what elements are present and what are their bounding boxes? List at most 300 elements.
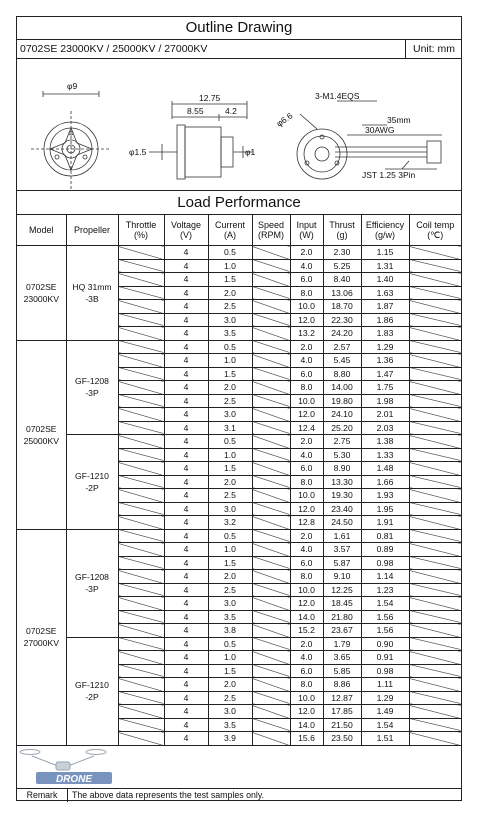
efficiency-cell: 1.63 [361, 286, 409, 300]
propeller-cell: GF-1210 -2P [66, 435, 118, 530]
thrust-cell: 5.87 [323, 556, 361, 570]
throttle-cell-empty [118, 313, 164, 327]
input-cell: 6.0 [290, 556, 323, 570]
dia-front-label: φ9 [67, 81, 78, 91]
column-header: Speed (RPM) [252, 215, 290, 246]
input-cell: 2.0 [290, 340, 323, 354]
input-cell: 10.0 [290, 300, 323, 314]
spec-sheet [16, 16, 462, 801]
coil-temp-cell-empty [409, 678, 461, 692]
voltage-cell: 4 [164, 664, 208, 678]
efficiency-cell: 1.38 [361, 435, 409, 449]
thrust-cell: 22.30 [323, 313, 361, 327]
coil-temp-cell-empty [409, 246, 461, 260]
speed-cell-empty [252, 448, 290, 462]
voltage-cell: 4 [164, 462, 208, 476]
thrust-cell: 14.00 [323, 381, 361, 395]
voltage-cell: 4 [164, 610, 208, 624]
efficiency-cell: 0.81 [361, 529, 409, 543]
drone-logo [18, 744, 118, 786]
current-cell: 1.0 [208, 448, 252, 462]
current-cell: 3.5 [208, 327, 252, 341]
thrust-cell: 24.20 [323, 327, 361, 341]
input-cell: 4.0 [290, 448, 323, 462]
efficiency-cell: 1.93 [361, 489, 409, 503]
current-cell: 1.0 [208, 651, 252, 665]
efficiency-cell: 0.89 [361, 543, 409, 557]
speed-cell-empty [252, 421, 290, 435]
thrust-cell: 2.75 [323, 435, 361, 449]
coil-temp-cell-empty [409, 651, 461, 665]
speed-cell-empty [252, 259, 290, 273]
thrust-cell: 21.80 [323, 610, 361, 624]
current-cell: 2.5 [208, 489, 252, 503]
throttle-cell-empty [118, 489, 164, 503]
coil-temp-cell-empty [409, 381, 461, 395]
voltage-cell: 4 [164, 327, 208, 341]
coil-temp-cell-empty [409, 313, 461, 327]
current-cell: 0.5 [208, 340, 252, 354]
column-header: Voltage (V) [164, 215, 208, 246]
coil-temp-cell-empty [409, 408, 461, 422]
efficiency-cell: 1.33 [361, 448, 409, 462]
throttle-cell-empty [118, 624, 164, 638]
efficiency-cell: 0.90 [361, 637, 409, 651]
speed-cell-empty [252, 313, 290, 327]
efficiency-cell: 1.11 [361, 678, 409, 692]
dia-shaft-right-label: φ1 [245, 147, 256, 157]
coil-temp-cell-empty [409, 489, 461, 503]
throttle-cell-empty [118, 475, 164, 489]
current-cell: 2.0 [208, 381, 252, 395]
table-row [17, 246, 461, 260]
thrust-cell: 8.86 [323, 678, 361, 692]
voltage-cell: 4 [164, 705, 208, 719]
voltage-cell: 4 [164, 313, 208, 327]
voltage-cell: 4 [164, 597, 208, 611]
voltage-cell: 4 [164, 543, 208, 557]
speed-cell-empty [252, 475, 290, 489]
model-cell: 0702SE 23000KV [17, 246, 66, 341]
thrust-cell: 8.80 [323, 367, 361, 381]
input-cell: 15.2 [290, 624, 323, 638]
input-cell: 8.0 [290, 381, 323, 395]
current-cell: 2.5 [208, 583, 252, 597]
coil-temp-cell-empty [409, 610, 461, 624]
logo-text: DRONE [55, 774, 93, 785]
coil-temp-cell-empty [409, 435, 461, 449]
remark-label: Remark [17, 789, 68, 802]
input-cell: 4.0 [290, 259, 323, 273]
input-cell: 12.4 [290, 421, 323, 435]
throttle-cell-empty [118, 259, 164, 273]
connector-label: JST 1.25 3Pin [362, 170, 416, 180]
speed-cell-empty [252, 502, 290, 516]
efficiency-cell: 1.40 [361, 273, 409, 287]
thrust-cell: 2.57 [323, 340, 361, 354]
load-performance-table [17, 215, 461, 746]
thrust-cell: 8.90 [323, 462, 361, 476]
coil-temp-cell-empty [409, 516, 461, 530]
input-cell: 2.0 [290, 435, 323, 449]
propeller-cell: HQ 31mm -3B [66, 246, 118, 341]
input-cell: 2.0 [290, 529, 323, 543]
speed-cell-empty [252, 583, 290, 597]
voltage-cell: 4 [164, 678, 208, 692]
thrust-cell: 2.30 [323, 246, 361, 260]
input-cell: 4.0 [290, 651, 323, 665]
coil-temp-cell-empty [409, 354, 461, 368]
coil-temp-cell-empty [409, 259, 461, 273]
throttle-cell-empty [118, 651, 164, 665]
motor-drawing [17, 59, 461, 190]
current-cell: 1.0 [208, 354, 252, 368]
throttle-cell-empty [118, 516, 164, 530]
thrust-cell: 5.85 [323, 664, 361, 678]
thrust-cell: 5.30 [323, 448, 361, 462]
column-header: Input (W) [290, 215, 323, 246]
column-header: Throttle (%) [118, 215, 164, 246]
coil-temp-cell-empty [409, 448, 461, 462]
throttle-cell-empty [118, 705, 164, 719]
speed-cell-empty [252, 637, 290, 651]
speed-cell-empty [252, 678, 290, 692]
throttle-cell-empty [118, 286, 164, 300]
efficiency-cell: 1.75 [361, 381, 409, 395]
input-cell: 8.0 [290, 678, 323, 692]
thrust-cell: 21.50 [323, 718, 361, 732]
thrust-cell: 17.85 [323, 705, 361, 719]
coil-temp-cell-empty [409, 502, 461, 516]
load-performance-title: Load Performance [17, 191, 461, 215]
throttle-cell-empty [118, 529, 164, 543]
current-cell: 2.5 [208, 691, 252, 705]
input-cell: 12.0 [290, 597, 323, 611]
voltage-cell: 4 [164, 246, 208, 260]
coil-temp-cell-empty [409, 624, 461, 638]
dim-top-b-label: 4.2 [225, 106, 237, 116]
table-header-row [17, 215, 461, 246]
speed-cell-empty [252, 705, 290, 719]
speed-cell-empty [252, 462, 290, 476]
input-cell: 12.0 [290, 705, 323, 719]
outline-drawing-title: Outline Drawing [17, 17, 461, 40]
efficiency-cell: 2.01 [361, 408, 409, 422]
model-names: 0702SE 23000KV / 25000KV / 27000KV [20, 43, 208, 55]
throttle-cell-empty [118, 273, 164, 287]
coil-temp-cell-empty [409, 475, 461, 489]
speed-cell-empty [252, 273, 290, 287]
efficiency-cell: 1.56 [361, 610, 409, 624]
remark-text: The above data represents the test samples only. [72, 790, 265, 800]
motor-rear-view [297, 101, 442, 179]
input-cell: 14.0 [290, 718, 323, 732]
motor-front-view [31, 91, 111, 190]
coil-temp-cell-empty [409, 394, 461, 408]
current-cell: 2.0 [208, 570, 252, 584]
thrust-cell: 19.30 [323, 489, 361, 503]
efficiency-cell: 1.87 [361, 300, 409, 314]
efficiency-cell: 1.29 [361, 340, 409, 354]
speed-cell-empty [252, 732, 290, 746]
voltage-cell: 4 [164, 394, 208, 408]
table-row [17, 340, 461, 354]
efficiency-cell: 1.98 [361, 394, 409, 408]
throttle-cell-empty [118, 556, 164, 570]
input-cell: 14.0 [290, 610, 323, 624]
voltage-cell: 4 [164, 624, 208, 638]
model-row [17, 40, 461, 59]
efficiency-cell: 1.91 [361, 516, 409, 530]
input-cell: 6.0 [290, 367, 323, 381]
column-header: Propeller [66, 215, 118, 246]
thrust-cell: 3.57 [323, 543, 361, 557]
current-cell: 2.5 [208, 394, 252, 408]
input-cell: 6.0 [290, 273, 323, 287]
speed-cell-empty [252, 543, 290, 557]
speed-cell-empty [252, 556, 290, 570]
voltage-cell: 4 [164, 637, 208, 651]
efficiency-cell: 1.54 [361, 597, 409, 611]
input-cell: 8.0 [290, 475, 323, 489]
voltage-cell: 4 [164, 408, 208, 422]
throttle-cell-empty [118, 448, 164, 462]
speed-cell-empty [252, 489, 290, 503]
speed-cell-empty [252, 394, 290, 408]
voltage-cell: 4 [164, 475, 208, 489]
propeller-cell: GF-1210 -2P [66, 637, 118, 745]
table-row [17, 637, 461, 651]
thrust-cell: 9.10 [323, 570, 361, 584]
coil-temp-cell-empty [409, 583, 461, 597]
throttle-cell-empty [118, 421, 164, 435]
current-cell: 3.2 [208, 516, 252, 530]
current-cell: 3.9 [208, 732, 252, 746]
thrust-cell: 24.50 [323, 516, 361, 530]
efficiency-cell: 1.49 [361, 705, 409, 719]
voltage-cell: 4 [164, 259, 208, 273]
coil-temp-cell-empty [409, 462, 461, 476]
column-header: Efficiency (g/w) [361, 215, 409, 246]
input-cell: 2.0 [290, 246, 323, 260]
throttle-cell-empty [118, 354, 164, 368]
current-cell: 1.0 [208, 259, 252, 273]
coil-temp-cell-empty [409, 300, 461, 314]
current-cell: 3.0 [208, 408, 252, 422]
coil-temp-cell-empty [409, 732, 461, 746]
efficiency-cell: 0.98 [361, 664, 409, 678]
current-cell: 0.5 [208, 637, 252, 651]
efficiency-cell: 1.48 [361, 462, 409, 476]
column-header: Thrust (g) [323, 215, 361, 246]
input-cell: 4.0 [290, 354, 323, 368]
efficiency-cell: 1.14 [361, 570, 409, 584]
speed-cell-empty [252, 664, 290, 678]
speed-cell-empty [252, 597, 290, 611]
throttle-cell-empty [118, 583, 164, 597]
efficiency-cell: 1.66 [361, 475, 409, 489]
throttle-cell-empty [118, 462, 164, 476]
efficiency-cell: 1.51 [361, 732, 409, 746]
current-cell: 3.8 [208, 624, 252, 638]
throttle-cell-empty [118, 408, 164, 422]
speed-cell-empty [252, 624, 290, 638]
current-cell: 3.5 [208, 610, 252, 624]
speed-cell-empty [252, 246, 290, 260]
screw-label: 3-M1.4EQS [315, 91, 360, 101]
current-cell: 2.0 [208, 286, 252, 300]
efficiency-cell: 1.83 [361, 327, 409, 341]
table-row [17, 435, 461, 449]
efficiency-cell: 1.36 [361, 354, 409, 368]
efficiency-cell: 1.95 [361, 502, 409, 516]
thrust-cell: 1.79 [323, 637, 361, 651]
coil-temp-cell-empty [409, 691, 461, 705]
thrust-cell: 25.20 [323, 421, 361, 435]
voltage-cell: 4 [164, 516, 208, 530]
input-cell: 10.0 [290, 394, 323, 408]
current-cell: 3.0 [208, 313, 252, 327]
speed-cell-empty [252, 529, 290, 543]
thrust-cell: 3.65 [323, 651, 361, 665]
voltage-cell: 4 [164, 367, 208, 381]
current-cell: 1.0 [208, 543, 252, 557]
speed-cell-empty [252, 610, 290, 624]
efficiency-cell: 1.23 [361, 583, 409, 597]
input-cell: 13.2 [290, 327, 323, 341]
voltage-cell: 4 [164, 448, 208, 462]
throttle-cell-empty [118, 678, 164, 692]
input-cell: 8.0 [290, 286, 323, 300]
efficiency-cell: 1.15 [361, 246, 409, 260]
current-cell: 3.0 [208, 502, 252, 516]
coil-temp-cell-empty [409, 367, 461, 381]
speed-cell-empty [252, 408, 290, 422]
coil-temp-cell-empty [409, 327, 461, 341]
speed-cell-empty [252, 718, 290, 732]
current-cell: 2.0 [208, 678, 252, 692]
efficiency-cell: 1.86 [361, 313, 409, 327]
voltage-cell: 4 [164, 381, 208, 395]
thrust-cell: 18.70 [323, 300, 361, 314]
speed-cell-empty [252, 367, 290, 381]
voltage-cell: 4 [164, 421, 208, 435]
thrust-cell: 5.25 [323, 259, 361, 273]
coil-temp-cell-empty [409, 597, 461, 611]
dim-top-total-label: 12.75 [199, 93, 221, 103]
voltage-cell: 4 [164, 651, 208, 665]
voltage-cell: 4 [164, 502, 208, 516]
voltage-cell: 4 [164, 340, 208, 354]
thrust-cell: 23.40 [323, 502, 361, 516]
voltage-cell: 4 [164, 286, 208, 300]
coil-temp-cell-empty [409, 543, 461, 557]
dim-top-a-label: 8.55 [187, 106, 204, 116]
throttle-cell-empty [118, 597, 164, 611]
throttle-cell-empty [118, 691, 164, 705]
throttle-cell-empty [118, 502, 164, 516]
throttle-cell-empty [118, 610, 164, 624]
coil-temp-cell-empty [409, 273, 461, 287]
table-row [17, 529, 461, 543]
unit-label: Unit: mm [405, 40, 462, 58]
speed-cell-empty [252, 327, 290, 341]
input-cell: 12.0 [290, 313, 323, 327]
voltage-cell: 4 [164, 570, 208, 584]
efficiency-cell: 1.56 [361, 624, 409, 638]
thrust-cell: 12.25 [323, 583, 361, 597]
voltage-cell: 4 [164, 354, 208, 368]
efficiency-cell: 1.31 [361, 259, 409, 273]
current-cell: 2.0 [208, 475, 252, 489]
current-cell: 1.5 [208, 367, 252, 381]
coil-temp-cell-empty [409, 718, 461, 732]
voltage-cell: 4 [164, 435, 208, 449]
thrust-cell: 8.40 [323, 273, 361, 287]
propeller-cell: GF-1208 -3P [66, 529, 118, 637]
thrust-cell: 19.80 [323, 394, 361, 408]
speed-cell-empty [252, 691, 290, 705]
input-cell: 12.0 [290, 408, 323, 422]
thrust-cell: 13.30 [323, 475, 361, 489]
current-cell: 0.5 [208, 529, 252, 543]
speed-cell-empty [252, 381, 290, 395]
voltage-cell: 4 [164, 273, 208, 287]
current-cell: 0.5 [208, 246, 252, 260]
input-cell: 8.0 [290, 570, 323, 584]
current-cell: 0.5 [208, 435, 252, 449]
current-cell: 2.5 [208, 300, 252, 314]
voltage-cell: 4 [164, 529, 208, 543]
voltage-cell: 4 [164, 583, 208, 597]
input-cell: 12.8 [290, 516, 323, 530]
column-header: Current (A) [208, 215, 252, 246]
throttle-cell-empty [118, 732, 164, 746]
coil-temp-cell-empty [409, 556, 461, 570]
input-cell: 4.0 [290, 543, 323, 557]
input-cell: 10.0 [290, 691, 323, 705]
efficiency-cell: 1.54 [361, 718, 409, 732]
wire-length-label: 35mm [387, 115, 411, 125]
input-cell: 6.0 [290, 462, 323, 476]
coil-temp-cell-empty [409, 705, 461, 719]
thrust-cell: 12.87 [323, 691, 361, 705]
coil-temp-cell-empty [409, 421, 461, 435]
throttle-cell-empty [118, 340, 164, 354]
remark-row [17, 788, 461, 802]
coil-temp-cell-empty [409, 286, 461, 300]
current-cell: 1.5 [208, 556, 252, 570]
throttle-cell-empty [118, 664, 164, 678]
throttle-cell-empty [118, 543, 164, 557]
speed-cell-empty [252, 651, 290, 665]
throttle-cell-empty [118, 246, 164, 260]
voltage-cell: 4 [164, 489, 208, 503]
current-cell: 3.1 [208, 421, 252, 435]
propeller-cell: GF-1208 -3P [66, 340, 118, 435]
current-cell: 3.0 [208, 705, 252, 719]
speed-cell-empty [252, 516, 290, 530]
voltage-cell: 4 [164, 732, 208, 746]
current-cell: 3.0 [208, 597, 252, 611]
thrust-cell: 23.50 [323, 732, 361, 746]
efficiency-cell: 1.29 [361, 691, 409, 705]
speed-cell-empty [252, 354, 290, 368]
coil-temp-cell-empty [409, 664, 461, 678]
dia-shaft-left-label: φ1.5 [129, 147, 147, 157]
throttle-cell-empty [118, 381, 164, 395]
thrust-cell: 18.45 [323, 597, 361, 611]
